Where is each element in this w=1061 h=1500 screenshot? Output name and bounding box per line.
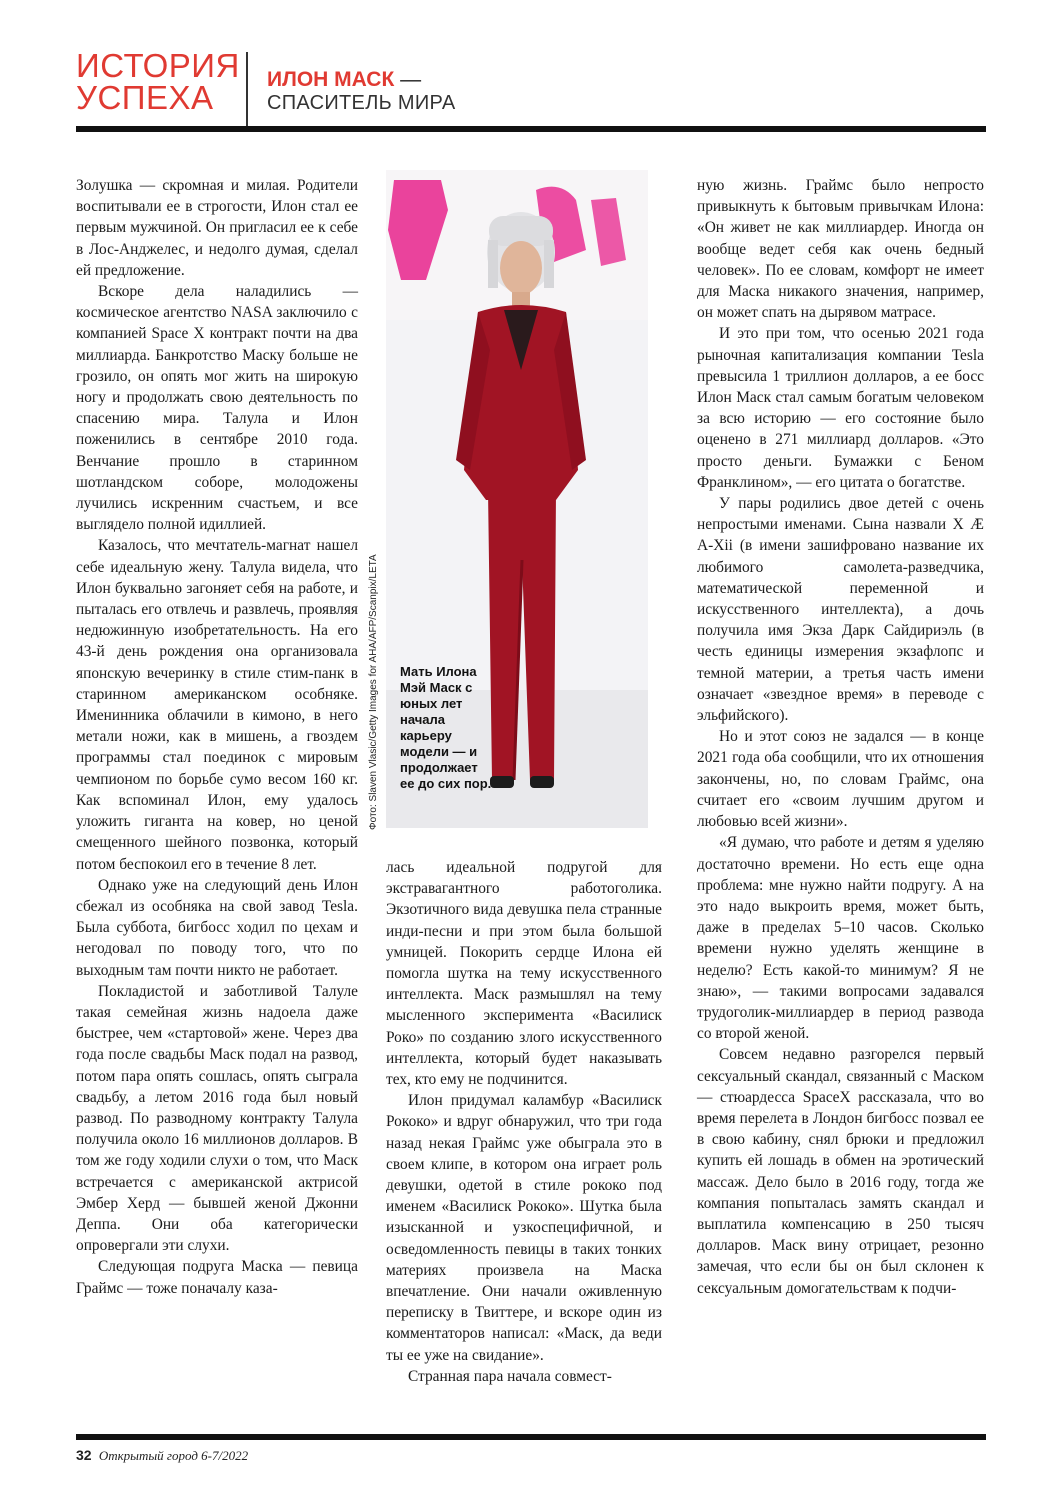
header-rule: [76, 126, 986, 132]
text-column-1: [76, 175, 358, 1299]
page-number: 32: [76, 1447, 92, 1463]
photo-caption: Мать Илона Мэй Маск с юных лет начала карьеру модели — и продолжает ее до сих пор.: [400, 664, 492, 791]
paragraph: Покладистой и заботливой Талуле такая семейная жизнь надоела даже быстрее, чем «стартовой» жене. Через два года после свадьбы Маск подал на развод, потом пара опять сошлась, опять сыграла свадьбу, а летом 2016 года был новый развод. По разводному контракту Талула получила около 16 миллионов долларов. В том же году ходили слухи о том, что Маск встречается с американской актрисой Эмбер Херд — бывшей женой Джонни Деппа. Они оба категорически опровергали эти слухи.: [76, 982, 358, 1255]
paragraph: Совсем недавно разгорелся первый сексуальный скандал, связанный с Маском — стюардесса SpaceX рассказала, что во время перелета в Лондон бигбосс позвал ее в свою кабину, снял брюки и предложил купить ей лошадь в обмен на эротический массаж. Дело было в 2016 году, тогда же компания попыталась замять скандал и выплатила компенсацию в 250 тысяч долларов. Маск вину отрицает, резонно замечая, что если бы он был склонен к сексуальным домогательствам к подчи-: [697, 1046, 984, 1297]
paragraph: Казалось, что мечтатель-магнат нашел себе идеальную жену. Талула видела, что Илон буквально загоняет себя на работе, и пыталась его отвлечь и развлечь, проявляя недюжинную изобретательность. На его 43-й день рождения она организовала японскую вечеринку в стиле стим-панк в старинном американском особняке. Именинника облачили в кимоно, в него метали ножи, как в мишень, а гвоздем программы стал поединок с мировым чемпионом по борьбе сумо весом 160 кг. Как вспоминал Илон, ему удалось уложить гиганта на ковер, но ценой смещенного шейного позвонка, который потом беспокоил его в течение 8 лет.: [76, 537, 358, 873]
paragraph: Илон придумал каламбур «Василиск Рококо» и вдруг обнаружил, что три года назад некая Граймс уже обыграла это в своем клипе, в котором она играет роль девушки, одетой в стиле рококо под именем «Василиск Рококо». Шутка была изысканной и узкоспецифичной, и осведомленность певицы в таких тонких материях произвела на Маска впечатление. Они начали оживленную переписку в Твиттере, и вскоре один из комментаторов написал: «Маск, да веди ты ее уже на свидание».: [386, 1092, 662, 1364]
footer-rule: [76, 1434, 986, 1440]
publication-name: Открытый город 6-7/2022: [98, 1448, 249, 1463]
paragraph: ную жизнь. Граймс было непросто привыкнуть к бытовым привычкам Илона: «Он живет не как миллиардер. Иногда он вообще ведет себя как очень бедный человек». По ее словам, комфорт не имеет для Маска никакого значения, например, он может спать на дырявом матрасе.: [697, 177, 984, 322]
header-divider: [246, 52, 248, 126]
section-title-line2: УСПЕХА: [76, 79, 214, 116]
paragraph: лась идеальной подругой для экстравагантного работоголика. Экзотичного вида девушка пела странные инди-песни и при этом была большой умницей. Покорить сердце Илона ей помогла шутка на тему искусственного интеллекта. Маск размышлял на тему мысленного эксперимента «Василиск Роко» по созданию злого искусственного интеллекта, который будет наказывать тех, кто ему не подчинится.: [386, 859, 662, 1089]
section-title: [76, 47, 246, 116]
article-title-dash: —: [394, 68, 422, 91]
section-title-line1: ИСТОРИЯ: [76, 47, 240, 84]
paragraph: Но и этот союз не задался — в конце 2021 года оба сообщили, что их отношения закончены, но, по словам Граймс, она считает его «своим лучшим другом и любовью всей жизни».: [697, 728, 984, 831]
article-title: [267, 68, 421, 92]
article-subtitle: СПАСИТЕЛЬ МИРА: [267, 92, 456, 114]
page-footer: [76, 1447, 248, 1464]
paragraph: «Я думаю, что работе и детям я уделяю достаточно времени. Но есть еще одна проблема: мне нужно найти подругу. А на это надо выкроить время, может быть, даже в пределах 5–10 часов. Сколько времени нужно уделять женщине в неделю? Есть какой-то минимум? Я не знаю», — такими вопросами задавался трудоголик-миллиардер в период развода со второй женой.: [697, 834, 984, 1043]
paragraph: Вскоре дела наладились — космическое агентство NASA заключило с компанией Space X контракт почти на два миллиарда. Банкротство Маску больше не грозило, он опять мог жить на широкую ногу и продолжать свою деятельность по спасению мира. Талула и Илон поженились в сентябре 2010 года. Венчание прошло в старинном шотландском соборе, молодожены лучились искренним счастьем, и все выглядело полной идиллией.: [76, 283, 358, 534]
text-column-3: [697, 175, 984, 1299]
page-header: [76, 44, 986, 130]
article-title-name: ИЛОН МАСК: [267, 68, 395, 91]
photo-credit: Фото: Slaven Vlasic/Getty Images for AHA/AFP/Scanpix/LETA: [368, 554, 379, 830]
paragraph: Следующая подруга Маска — певица Граймс — тоже поначалу каза-: [76, 1258, 358, 1297]
paragraph: И это при том, что осенью 2021 года рыночная капитализация компании Tesla превысила 1 триллион долларов, а ее босс Илон Маск стал самым богатым человеком за всю историю — его состояние было оценено в 271 миллиард долларов. «Это просто деньги. Бумажки с Беном Франклином», — его цитата о богатстве.: [697, 325, 984, 491]
paragraph: У пары родились двое детей с очень непростыми именами. Сына назвали X Æ A-Xii (в имени зашифровано название их любимого самолета-разведчика, математической переменной и искусственного интеллекта), а дочь получила имя Экза Дарк Сайдириэль (в честь единицы измерения экзафлопс и темной материи, а третья часть имени означает «звездное время» в переводе с эльфийского).: [697, 495, 984, 725]
text-column-2: [386, 857, 662, 1387]
paragraph: Однако уже на следующий день Илон сбежал из особняка на свой завод Tesla. Была суббота, бигбосс ходил по цехам и негодовал по поводу того, что по выходным там почти никто не работает.: [76, 876, 358, 979]
paragraph: Золушка — скромная и милая. Родители воспитывали ее в строгости, Илон стал ее первым мужчиной. Он пригласил ее к себе в Лос-Анджелес, и недолго думая, сделал ей предложение.: [76, 177, 358, 279]
paragraph: Странная пара начала совмест-: [408, 1367, 612, 1385]
